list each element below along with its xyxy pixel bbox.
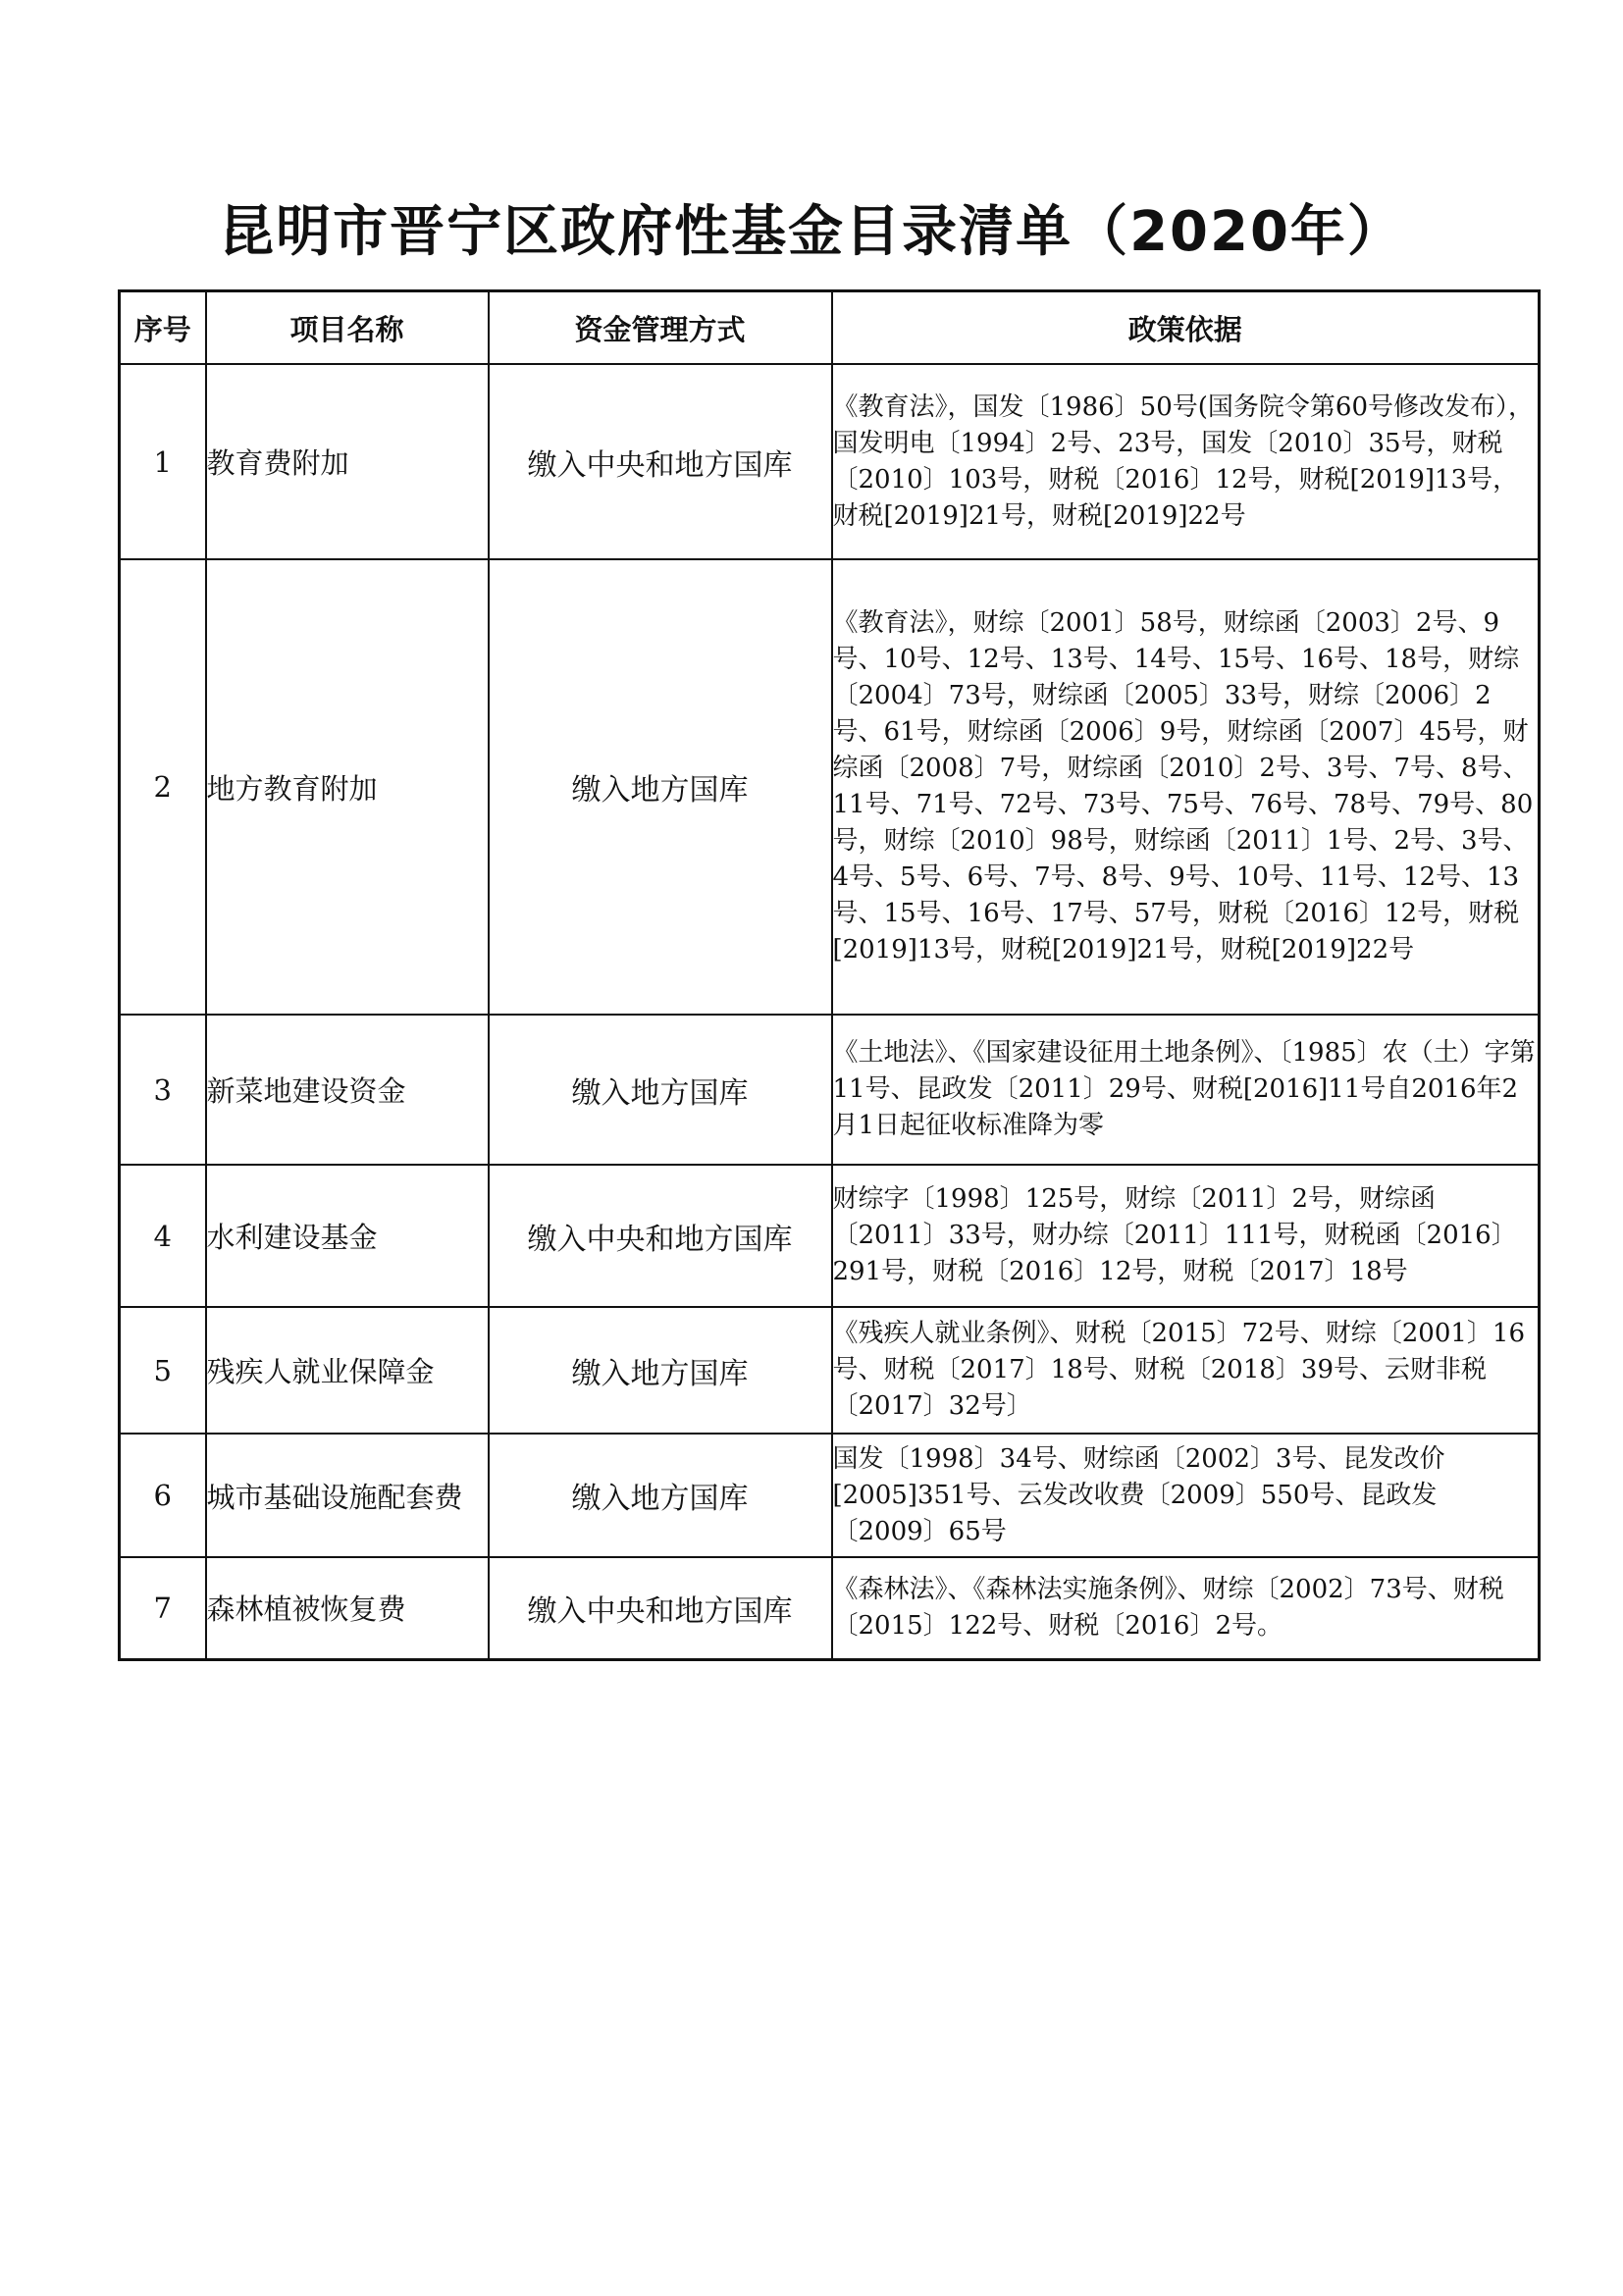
row-basis: 国发〔1998〕34号、财综函〔2002〕3号、昆发改价[2005]351号、云发改收费〔2009〕550号、昆政发〔2009〕65号 bbox=[832, 1434, 1540, 1557]
row-basis: 《森林法》、《森林法实施条例》、财综〔2002〕73号、财税〔2015〕122号、财税〔2016〕2号。 bbox=[832, 1557, 1540, 1659]
row-seq: 3 bbox=[120, 1015, 206, 1165]
row-seq: 5 bbox=[120, 1307, 206, 1434]
row-method: 缴入中央和地方国库 bbox=[489, 364, 832, 559]
row-name: 水利建设基金 bbox=[206, 1165, 489, 1307]
table-header-row bbox=[120, 291, 1540, 365]
header-name: 项目名称 bbox=[206, 291, 489, 365]
header-seq: 序号 bbox=[120, 291, 206, 365]
row-basis: 《土地法》、《国家建设征用土地条例》、〔1985〕农（土）字第11号、昆政发〔2011〕29号、财税[2016]11号自2016年2月1日起征收标准降为零 bbox=[832, 1015, 1540, 1165]
row-basis: 《教育法》，国发〔1986〕50号(国务院令第60号修改发布），国发明电〔1994〕2号、23号，国发〔2010〕35号，财税〔2010〕103号，财税〔2016〕12号，财税[2019]13号，财税[2019]21号，财税[2019]22号 bbox=[832, 364, 1540, 559]
row-seq: 1 bbox=[120, 364, 206, 559]
row-name: 残疾人就业保障金 bbox=[206, 1307, 489, 1434]
table-row bbox=[120, 1434, 1540, 1557]
table-row bbox=[120, 364, 1540, 559]
row-method: 缴入地方国库 bbox=[489, 1015, 832, 1165]
row-name: 新菜地建设资金 bbox=[206, 1015, 489, 1165]
row-seq: 2 bbox=[120, 559, 206, 1015]
table-row bbox=[120, 1307, 1540, 1434]
table-row bbox=[120, 559, 1540, 1015]
row-basis: 《残疾人就业条例》、财税〔2015〕72号、财综〔2001〕16号、财税〔2017〕18号、财税〔2018〕39号、云财非税〔2017〕32号〕 bbox=[832, 1307, 1540, 1434]
row-name: 教育费附加 bbox=[206, 364, 489, 559]
row-method: 缴入地方国库 bbox=[489, 1434, 832, 1557]
fund-catalog-table bbox=[118, 289, 1541, 1661]
row-seq: 7 bbox=[120, 1557, 206, 1659]
row-name: 地方教育附加 bbox=[206, 559, 489, 1015]
row-method: 缴入地方国库 bbox=[489, 559, 832, 1015]
row-basis: 《教育法》，财综〔2001〕58号，财综函〔2003〕2号、9号、10号、12号、13号、14号、15号、16号、18号，财综〔2004〕73号，财综函〔2005〕33号，财综〔2006〕2号、61号，财综函〔2006〕9号，财综函〔2007〕45号，财综函〔2008〕7号，财综函〔2010〕2号、3号、7号、8号、11号、71号、72号、73号、75号、76号、78号、79号、80号，财综〔2010〕98号，财综函〔2011〕1号、2号、3号、4号、5号、6号、7号、8号、9号、10号、11号、12号、13号、15号、16号、17号、57号，财税〔2016〕12号，财税[2019]13号，财税[2019]21号，财税[2019]22号 bbox=[832, 559, 1540, 1015]
row-name: 森林植被恢复费 bbox=[206, 1557, 489, 1659]
table-row bbox=[120, 1165, 1540, 1307]
row-basis: 财综字〔1998〕125号，财综〔2011〕2号，财综函〔2011〕33号，财办综〔2011〕111号，财税函〔2016〕291号，财税〔2016〕12号，财税〔2017〕18号 bbox=[832, 1165, 1540, 1307]
row-seq: 6 bbox=[120, 1434, 206, 1557]
row-seq: 4 bbox=[120, 1165, 206, 1307]
table-row bbox=[120, 1557, 1540, 1659]
page-title: 昆明市晋宁区政府性基金目录清单（2020年） bbox=[219, 200, 1404, 264]
row-method: 缴入中央和地方国库 bbox=[489, 1165, 832, 1307]
header-basis: 政策依据 bbox=[832, 291, 1540, 365]
header-method: 资金管理方式 bbox=[489, 291, 832, 365]
row-name: 城市基础设施配套费 bbox=[206, 1434, 489, 1557]
row-method: 缴入中央和地方国库 bbox=[489, 1557, 832, 1659]
table-row bbox=[120, 1015, 1540, 1165]
row-method: 缴入地方国库 bbox=[489, 1307, 832, 1434]
